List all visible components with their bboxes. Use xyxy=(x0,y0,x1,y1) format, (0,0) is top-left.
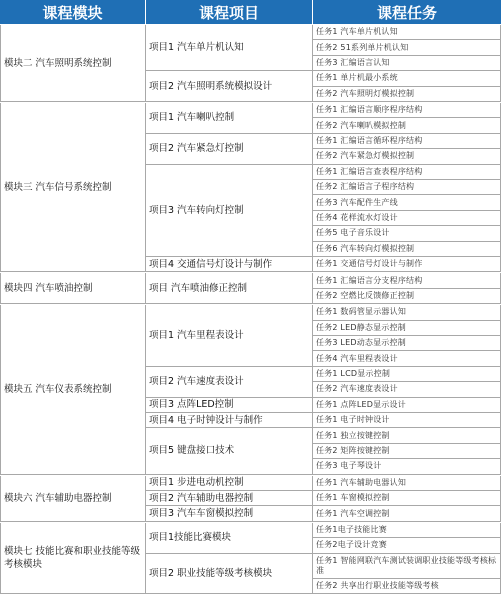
task-cell: 任务3 电子琴设计 xyxy=(313,459,501,474)
task-cell: 任务2 空燃比反馈修正控制 xyxy=(313,289,501,304)
project-cell: 项目4 交通信号灯设计与制作 xyxy=(146,257,313,272)
task-cell: 任务2 汽车紧急灯模拟控制 xyxy=(313,149,501,164)
task-cell: 任务1电子技能比赛 xyxy=(313,523,501,538)
project-cell: 项目1 汽车单片机认知 xyxy=(146,25,313,71)
header-project: 课程项目 xyxy=(146,0,313,24)
task-cell: 任务3 汽车配件生产线 xyxy=(313,195,501,210)
project-cell: 项目2 汽车辅助电器控制 xyxy=(146,491,313,506)
task-cell: 任务2 汇编语言子程序结构 xyxy=(313,180,501,195)
project-cell: 项目2 汽车照明系统模拟设计 xyxy=(146,71,313,102)
task-cell: 任务1 LCD显示控制 xyxy=(313,367,501,382)
header-task: 课程任务 xyxy=(313,0,501,24)
project-cell: 项目1 步进电动机控制 xyxy=(146,476,313,491)
module-cell: 模块四 汽车喷油控制 xyxy=(0,273,146,304)
task-cell: 任务1 电子时钟设计 xyxy=(313,413,501,428)
task-cell: 任务2电子设计竞赛 xyxy=(313,538,501,553)
task-cell: 任务1 独立按键控制 xyxy=(313,428,501,443)
module-cell: 模块六 汽车辅助电器控制 xyxy=(0,476,146,522)
task-cell: 任务2 共享出行职业技能等级考核 xyxy=(313,579,501,594)
task-cell: 任务1 车窗模拟控制 xyxy=(313,491,501,506)
task-cell: 任务1 点阵LED显示设计 xyxy=(313,398,501,413)
project-cell: 项目 汽车喷油修正控制 xyxy=(146,273,313,304)
task-cell: 任务1 数码管显示器认知 xyxy=(313,305,501,320)
task-cell: 任务3 汇编语言认知 xyxy=(313,56,501,71)
task-cell: 任务5 电子音乐设计 xyxy=(313,226,501,241)
task-cell: 任务2 51系列单片机认知 xyxy=(313,40,501,55)
project-cell: 项目5 键盘接口技术 xyxy=(146,428,313,474)
module-cell: 模块七 技能比赛和职业技能等级考核模块 xyxy=(0,523,146,594)
project-cell: 项目2 汽车紧急灯控制 xyxy=(146,134,313,165)
task-cell: 任务6 汽车转向灯模拟控制 xyxy=(313,242,501,257)
task-cell: 任务1 单片机最小系统 xyxy=(313,71,501,86)
task-cell: 任务3 LED动态显示控制 xyxy=(313,336,501,351)
task-cell: 任务1 汽车单片机认知 xyxy=(313,25,501,40)
task-cell: 任务4 汽车里程表设计 xyxy=(313,351,501,366)
task-cell: 任务1 交通信号灯设计与制作 xyxy=(313,257,501,272)
project-cell: 项目2 职业技能等级考核模块 xyxy=(146,554,313,594)
task-cell: 任务2 汽车喇叭模拟控制 xyxy=(313,118,501,133)
task-cell: 任务1 汇编语言分支程序结构 xyxy=(313,273,501,288)
task-cell: 任务1 汇编语言顺序程序结构 xyxy=(313,103,501,118)
task-cell: 任务1 智能网联汽车测试装调职业技能等级考核标准 xyxy=(313,554,501,579)
header-module: 课程模块 xyxy=(0,0,146,24)
project-cell: 项目3 点阵LED控制 xyxy=(146,398,313,413)
project-cell: 项目3 汽车车窗模拟控制 xyxy=(146,506,313,521)
task-cell: 任务1 汽车空调控制 xyxy=(313,506,501,521)
task-cell: 任务2 汽车照明灯模拟控制 xyxy=(313,87,501,102)
task-cell: 任务2 LED静态显示控制 xyxy=(313,321,501,336)
project-cell: 项目3 汽车转向灯控制 xyxy=(146,165,313,257)
project-cell: 项目2 汽车速度表设计 xyxy=(146,367,313,398)
project-cell: 项目1 汽车里程表设计 xyxy=(146,305,313,367)
module-cell: 模块三 汽车信号系统控制 xyxy=(0,103,146,272)
task-cell: 任务1 汇编语言循环程序结构 xyxy=(313,134,501,149)
task-cell: 任务4 花样流水灯设计 xyxy=(313,211,501,226)
project-cell: 项目4 电子时钟设计与制作 xyxy=(146,413,313,428)
project-cell: 项目1技能比赛模块 xyxy=(146,523,313,554)
module-cell: 模块五 汽车仪表系统控制 xyxy=(0,305,146,474)
task-cell: 任务1 汇编语言查表程序结构 xyxy=(313,165,501,180)
task-cell: 任务2 矩阵按键控制 xyxy=(313,444,501,459)
module-cell: 模块二 汽车照明系统控制 xyxy=(0,25,146,102)
task-cell: 任务1 汽车辅助电器认知 xyxy=(313,476,501,491)
task-cell: 任务2 汽车速度表设计 xyxy=(313,382,501,397)
project-cell: 项目1 汽车喇叭控制 xyxy=(146,103,313,134)
